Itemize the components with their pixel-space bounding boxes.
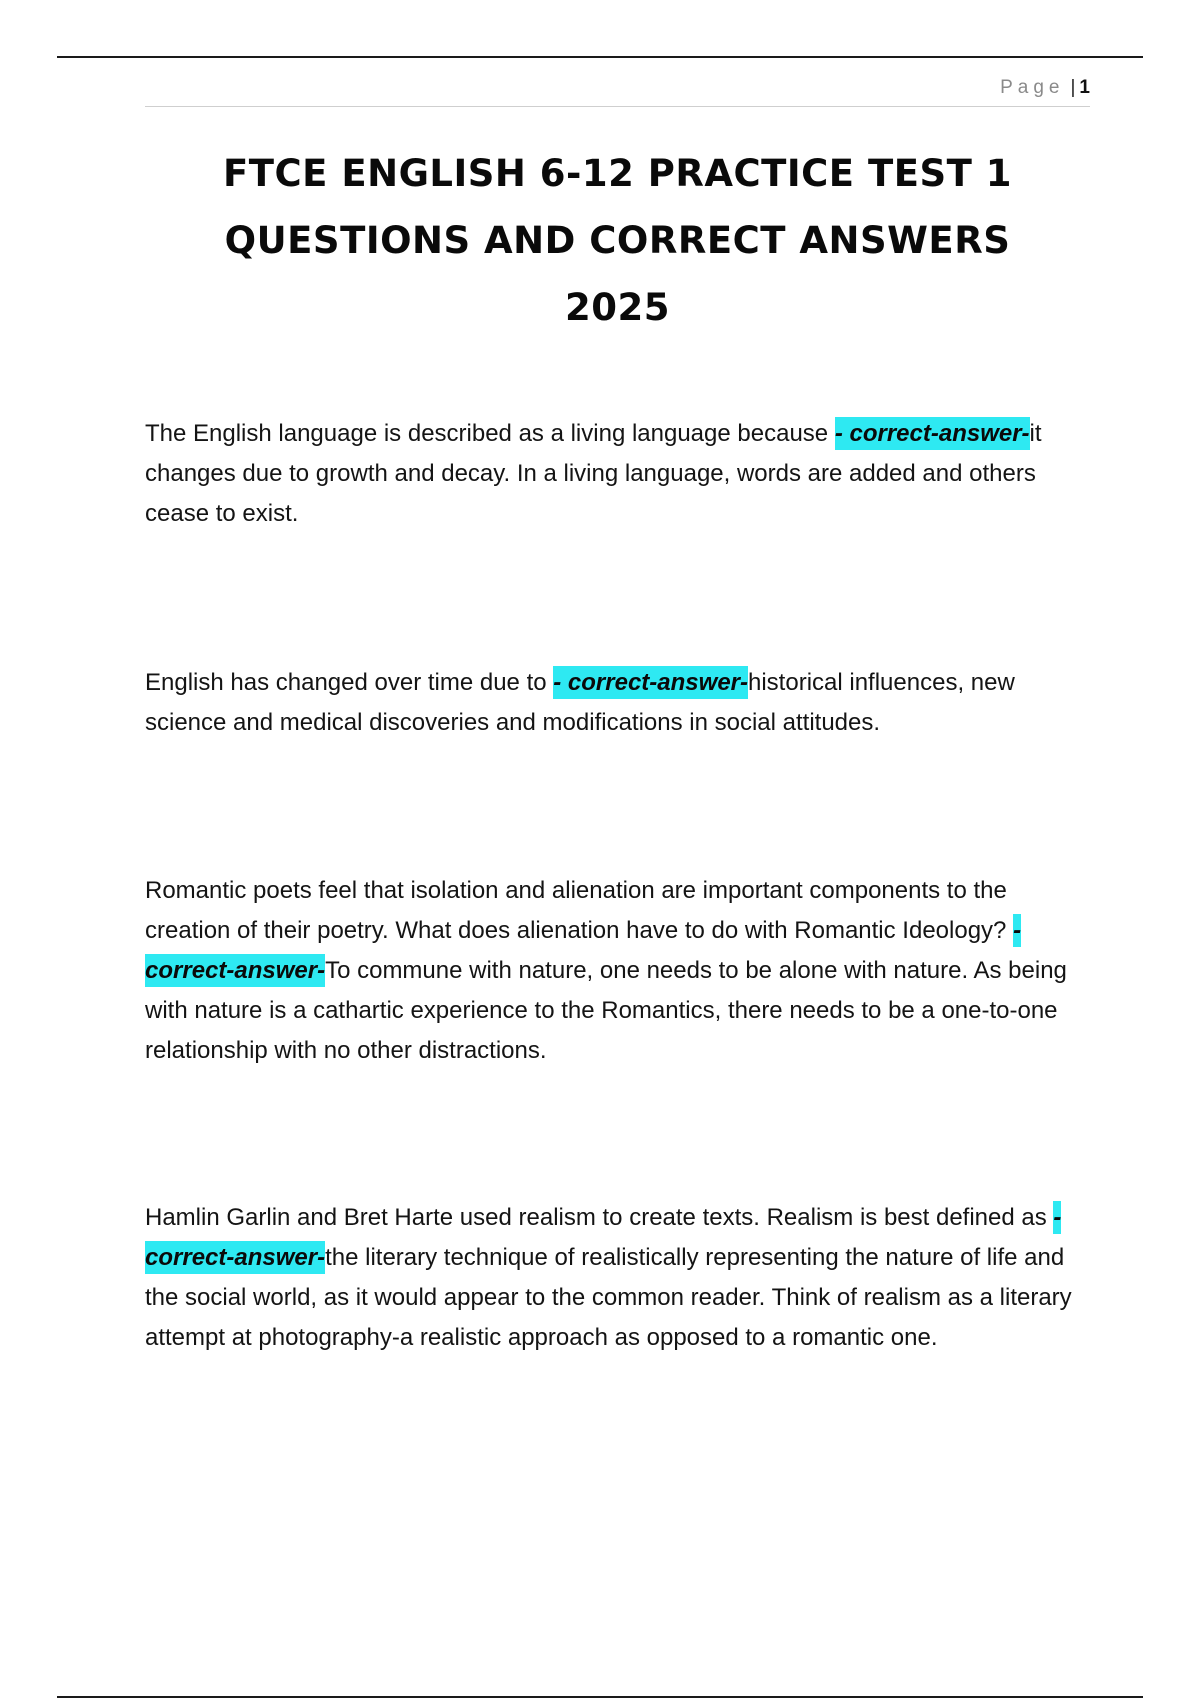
top-rule <box>57 56 1143 58</box>
title-line: 2025 <box>565 286 670 329</box>
answer-text: To commune with nature, one needs to be alone with nature. As being with nature is a cathartic experience to the Romantics, there needs to be a one-to-one relationship with no other distractions. <box>145 957 1067 1064</box>
qa-item <box>145 414 1090 534</box>
correct-answer-marker: - correct-answer- <box>835 417 1030 450</box>
page-separator: | <box>1070 77 1076 98</box>
qa-item <box>145 663 1090 743</box>
question-text: English has changed over time due to <box>145 669 554 696</box>
correct-answer-marker: - correct-answer- <box>145 914 1021 987</box>
answer-text: historical influences, new science and medical discoveries and modifications in social attitudes. <box>145 669 1015 736</box>
question-text: The English language is described as a living language because <box>145 420 835 447</box>
bottom-rule <box>57 1696 1143 1698</box>
document-title <box>145 140 1090 341</box>
question-text: Romantic poets feel that isolation and alienation are important components to the creation of their poetry. What does alienation have to do with Romantic Ideology? <box>145 877 1014 944</box>
page-number: 1 <box>1079 77 1090 98</box>
answer-text: the literary technique of realistically representing the nature of life and the social world, as it would appear to the common reader. Think of realism as a literary attempt at photography-a realistic approach as opposed to a romantic one. <box>145 1244 1072 1351</box>
qa-item <box>145 1198 1090 1358</box>
page-label: Page <box>1000 77 1065 98</box>
qa-item <box>145 871 1090 1071</box>
title-line: FTCE ENGLISH 6-12 PRACTICE TEST 1 <box>223 152 1012 195</box>
correct-answer-marker: - correct-answer- <box>145 1201 1061 1274</box>
page-header <box>145 70 1090 107</box>
title-line: QUESTIONS AND CORRECT ANSWERS <box>224 219 1011 262</box>
answer-text: it changes due to growth and decay. In a living language, words are added and others cease to exist. <box>145 420 1042 527</box>
question-text: Hamlin Garlin and Bret Harte used realism to create texts. Realism is best defined as <box>145 1204 1054 1231</box>
correct-answer-marker: - correct-answer- <box>553 666 748 699</box>
